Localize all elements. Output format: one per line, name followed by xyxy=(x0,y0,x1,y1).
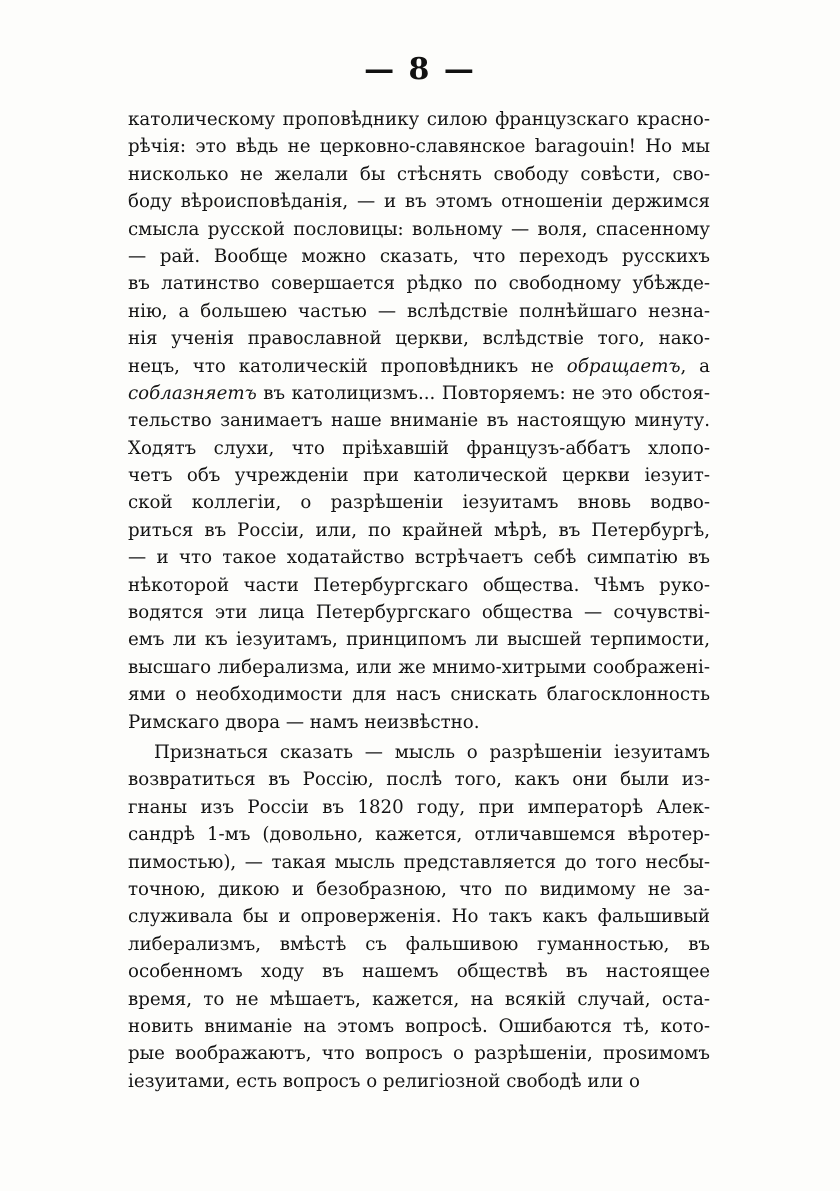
text-line: риться въ Россіи, или, по крайней мѣрѣ, въ Петербургѣ, xyxy=(128,519,710,541)
text-line: служивала бы и опроверженія. Но такъ какъ фальшивый xyxy=(128,906,710,928)
page-number: — 8 — xyxy=(364,52,476,87)
text-line: точною, дикою и безобразною, что по видимому не за- xyxy=(128,878,710,900)
text-line: рые воображаютъ, что вопросъ о разрѣшеніи, проѕимомъ xyxy=(128,1043,710,1065)
text-line: новить вниманіе на этомъ вопросѣ. Ошибаются тѣ, кото- xyxy=(128,1015,710,1037)
text-line: гнаны изъ Россіи въ 1820 году, при императорѣ Алек- xyxy=(128,796,710,818)
text-line: нѣкоторой части Петербургскаго общества. Чѣмъ руко- xyxy=(128,574,710,596)
body-text xyxy=(128,106,710,1095)
paragraph xyxy=(128,106,710,736)
text-line: водятся эти лица Петербургскаго общества — сочувстві- xyxy=(128,602,710,624)
text-line: ской коллегіи, о разрѣшеніи іезуитамъ вновь водво- xyxy=(128,492,710,514)
text-line: боду вѣроисповѣданія, — и въ этомъ отношеніи держимся xyxy=(128,191,710,213)
text-line: Римскаго двора — намъ неизвѣстно. xyxy=(128,711,480,733)
text-line: высшаго либерализма, или же мнимо-хитрыми соображені- xyxy=(128,656,710,678)
text-line: пимостью), — такая мысль представляется до того несбы- xyxy=(128,851,710,873)
text-line: іезуитами, есть вопросъ о религіозной свободѣ или о xyxy=(128,1070,640,1092)
emphasized-word: соблазняетъ xyxy=(128,382,257,404)
text-line: особенномъ ходу въ нашемъ обществѣ въ настоящее xyxy=(128,961,710,983)
text-line: — и что такое ходатайство встрѣчаетъ себѣ симпатію въ xyxy=(128,547,710,569)
text-line: Признаться сказать — мысль о разрѣшеніи іезуитамъ xyxy=(154,741,710,763)
emphasized-word: обращаетъ xyxy=(566,355,681,377)
text-line: время, то не мѣшаетъ, кажется, на всякій случай, оста- xyxy=(128,988,710,1010)
text-line: нія ученія православной церкви, вслѣдствіе того, нако- xyxy=(128,328,710,350)
text-line: нію, а большею частью — вслѣдствіе полнѣйшаго незна- xyxy=(128,300,710,322)
text-line: либерализмъ, вмѣстѣ съ фальшивою гуманностью, въ xyxy=(128,933,710,955)
text-line: въ латинство совершается рѣдко по свободному убѣжде- xyxy=(128,273,710,295)
text-line: тельство занимаетъ наше вниманіе въ настоящую минуту. xyxy=(128,410,710,432)
text-line: рѣчія: это вѣдь не церковно-славянское baragouin! Но мы xyxy=(128,136,710,158)
text-line: нисколько не желали бы стѣснять свободу совѣсти, сво- xyxy=(128,163,710,185)
text-line: соблазняетъ въ католицизмъ... Повторяемъ: не это обстоя- xyxy=(128,382,710,404)
text-line: ями о необходимости для насъ снискать благосклонность xyxy=(128,684,710,706)
text-line: сандрѣ 1-мъ (довольно, кажется, отличавшемся вѣротер- xyxy=(128,824,710,846)
text-line: смысла русской пословицы: вольному — воля, спасенному xyxy=(128,218,710,240)
text-line: четъ объ учрежденіи при католической церкви іезуит- xyxy=(128,465,710,487)
text-line: католическому проповѣднику силою французскаго красно- xyxy=(128,109,710,130)
text-line: — рай. Вообще можно сказать, что переходъ русскихъ xyxy=(128,245,710,267)
text-line: емъ ли къ іезуитамъ, принципомъ ли высшей терпимости, xyxy=(128,629,710,651)
text-line: возвратиться въ Россію, послѣ того, какъ они были из- xyxy=(128,769,710,791)
text-line: нецъ, что католическій проповѣдникъ не обращаетъ, а xyxy=(128,355,710,377)
paragraph xyxy=(128,739,710,1095)
text-line: Ходятъ слухи, что пріѣхавшій французъ-аббатъ хлопо- xyxy=(128,437,710,459)
